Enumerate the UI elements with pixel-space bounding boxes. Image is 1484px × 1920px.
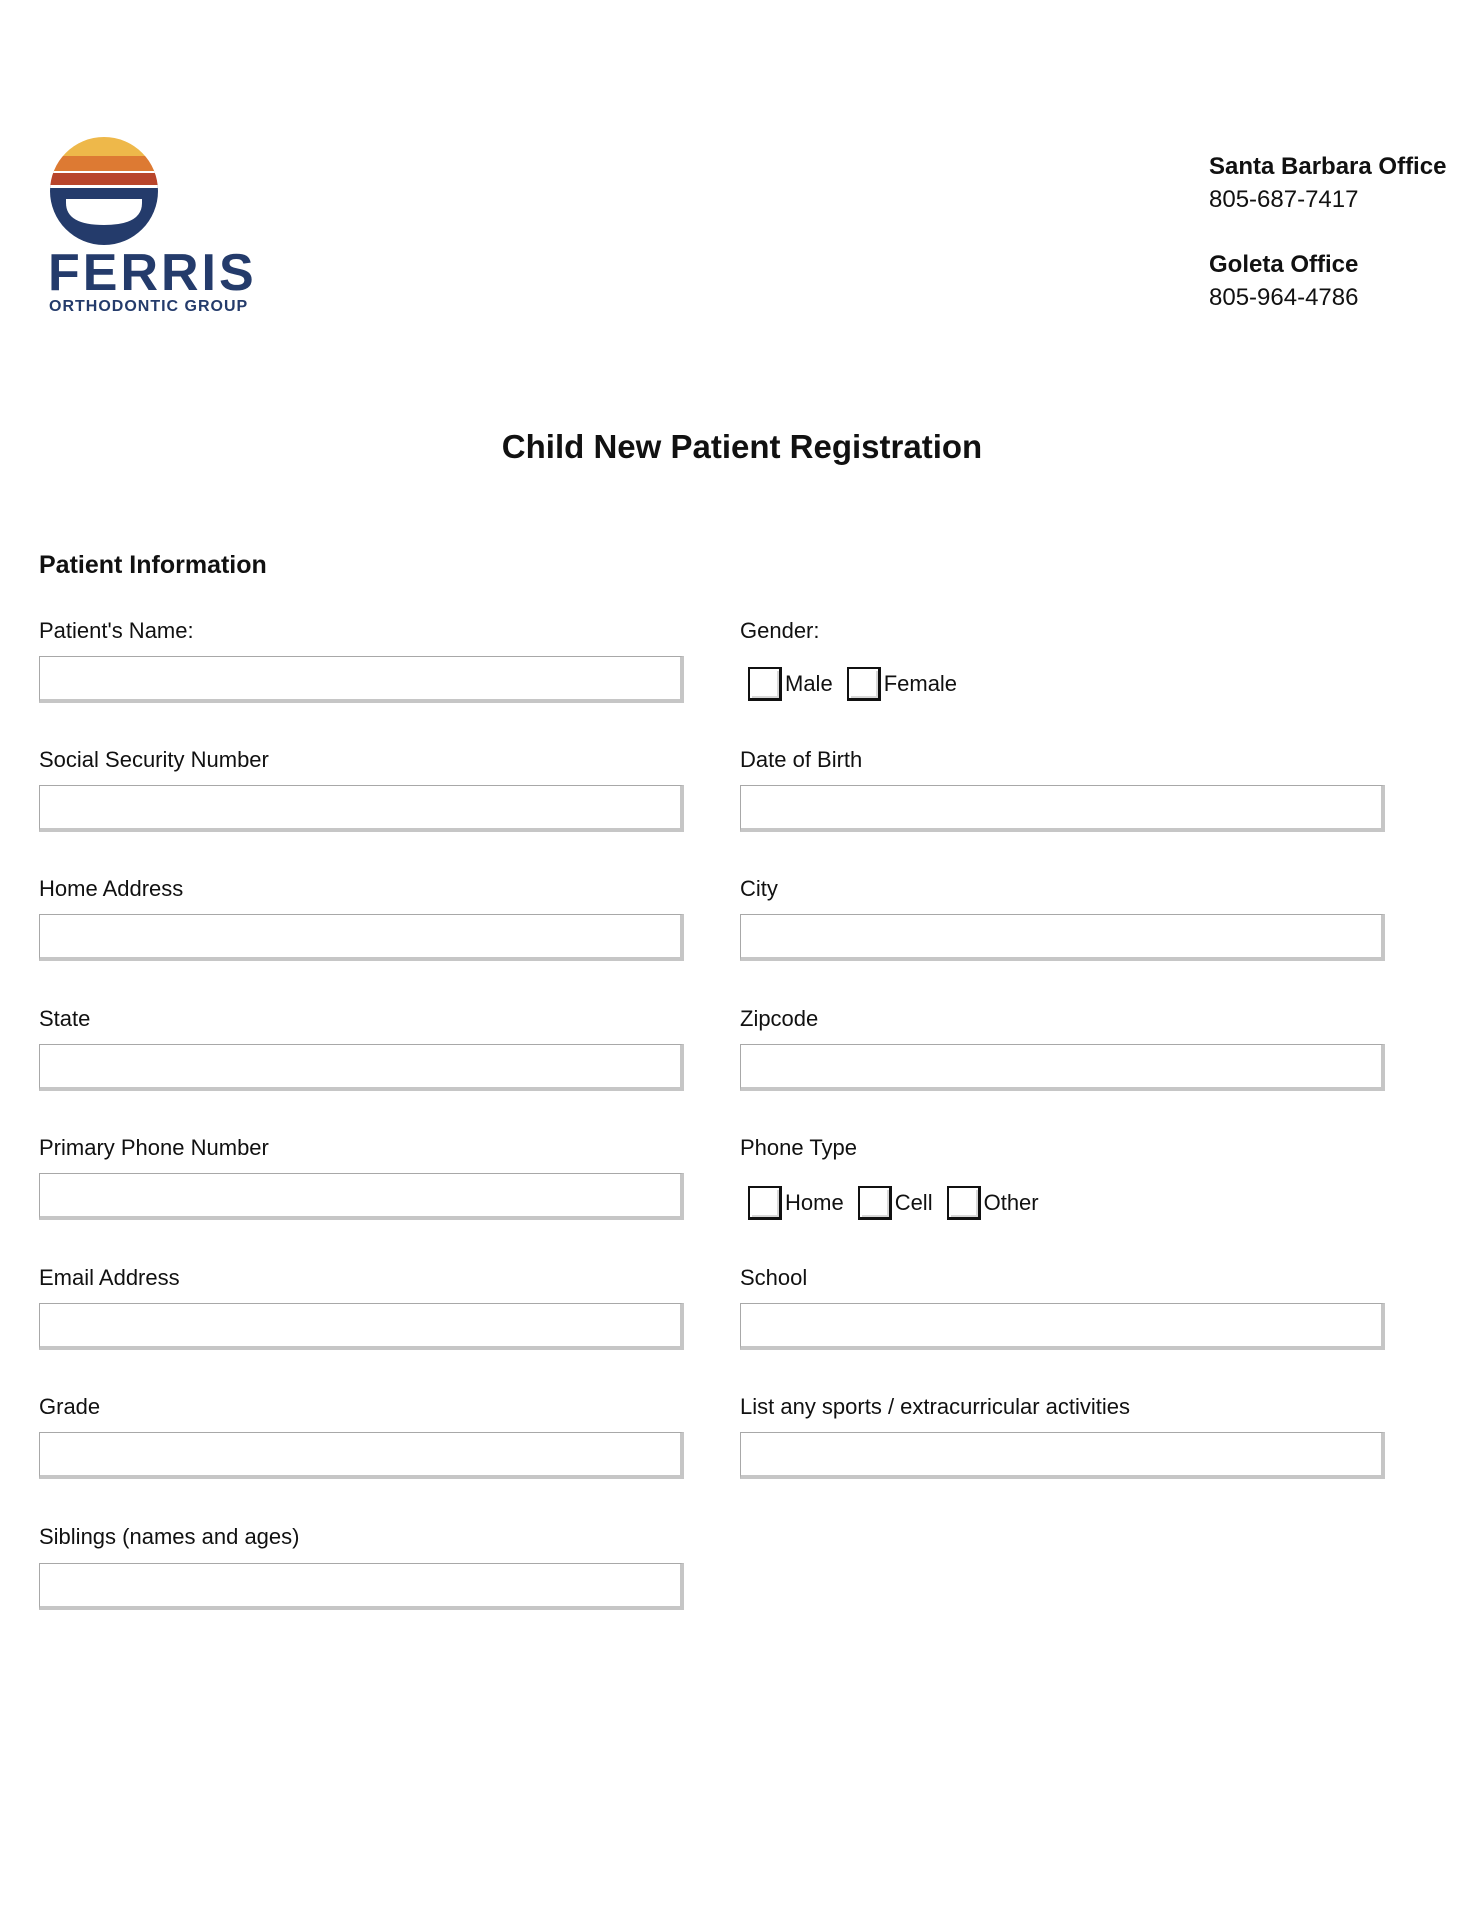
office-phone: 805-687-7417 — [1209, 186, 1359, 213]
zipcode-label: Zipcode — [740, 1006, 819, 1031]
gender-label: Gender: — [740, 618, 820, 643]
email-label: Email Address — [39, 1265, 180, 1290]
home-address-input[interactable] — [39, 914, 684, 961]
primary-phone-label: Primary Phone Number — [39, 1135, 269, 1160]
ssn-label: Social Security Number — [39, 747, 269, 772]
email-input[interactable] — [39, 1303, 684, 1350]
office-phone: 805-964-4786 — [1209, 284, 1359, 311]
phone-type-options — [748, 1186, 1053, 1220]
school-label: School — [740, 1265, 808, 1290]
dob-input[interactable] — [740, 785, 1385, 832]
phone-type-other-label: Other — [983, 1190, 1039, 1215]
phone-type-cell-checkbox[interactable] — [858, 1186, 892, 1220]
zipcode-input[interactable] — [740, 1044, 1385, 1091]
office-name: Santa Barbara Office — [1209, 153, 1447, 180]
gender-female-label: Female — [883, 671, 958, 696]
phone-type-home-checkbox[interactable] — [748, 1186, 782, 1220]
grade-label: Grade — [39, 1394, 101, 1419]
gender-male-label: Male — [785, 671, 833, 696]
city-input[interactable] — [740, 914, 1385, 961]
activities-label: List any sports / extracurricular activities — [740, 1394, 1131, 1419]
office-santa-barbara — [1209, 155, 1446, 212]
grade-input[interactable] — [39, 1432, 684, 1479]
patient-name-label: Patient's Name: — [39, 618, 194, 643]
phone-type-label: Phone Type — [740, 1135, 858, 1160]
dob-label: Date of Birth — [740, 747, 863, 772]
school-input[interactable] — [740, 1303, 1385, 1350]
activities-input[interactable] — [740, 1432, 1385, 1479]
phone-type-home-label: Home — [785, 1190, 844, 1215]
section-title: Patient Information — [39, 551, 267, 579]
office-goleta — [1209, 253, 1358, 310]
home-address-label: Home Address — [39, 876, 184, 901]
phone-type-cell-label: Cell — [894, 1190, 933, 1215]
logo-tagline: ORTHODONTIC GROUP — [49, 298, 249, 315]
siblings-label: Siblings (names and ages) — [39, 1524, 300, 1549]
page-title: Child New Patient Registration — [501, 428, 983, 465]
state-input[interactable] — [39, 1044, 684, 1091]
gender-male-checkbox[interactable] — [748, 667, 782, 701]
siblings-input[interactable] — [39, 1563, 684, 1610]
logo-brand: FERRIS — [48, 244, 257, 302]
ssn-input[interactable] — [39, 785, 684, 832]
phone-type-other-checkbox[interactable] — [947, 1186, 981, 1220]
gender-options — [748, 667, 971, 701]
office-name: Goleta Office — [1209, 251, 1359, 278]
primary-phone-input[interactable] — [39, 1173, 684, 1220]
ferris-logo — [44, 135, 257, 320]
sun-emblem-icon — [44, 135, 164, 247]
state-label: State — [39, 1006, 91, 1031]
gender-female-checkbox[interactable] — [847, 667, 881, 701]
city-label: City — [740, 876, 778, 901]
patient-name-input[interactable] — [39, 656, 684, 703]
